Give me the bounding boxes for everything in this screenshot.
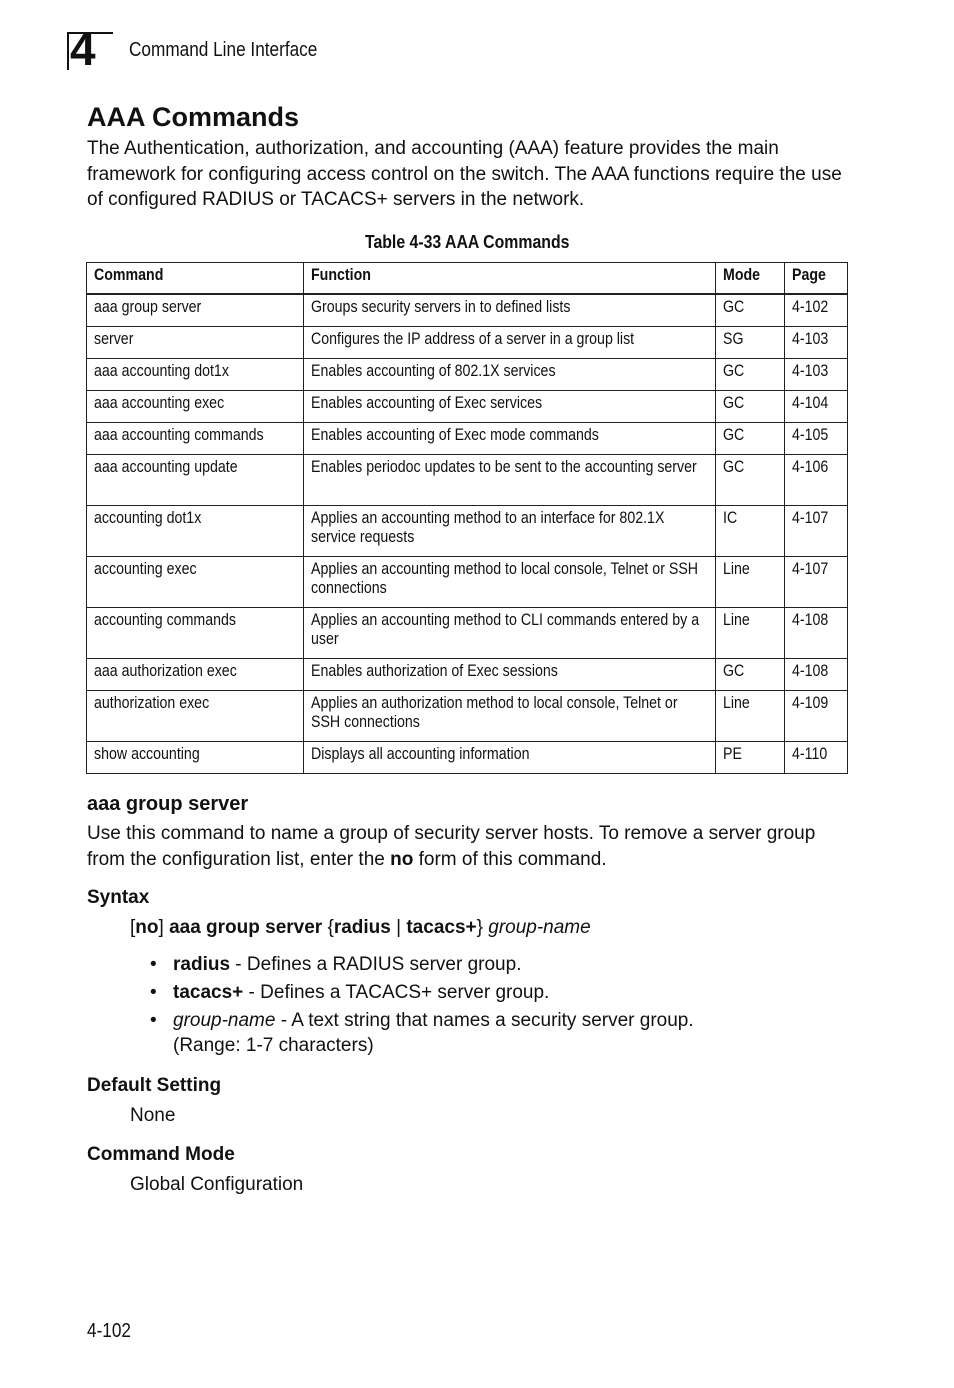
column-header: Function xyxy=(304,263,716,295)
function-cell: Configures the IP address of a server in a group list xyxy=(304,327,716,359)
function-cell: Displays all accounting information xyxy=(304,742,716,774)
command-cell: accounting commands xyxy=(87,608,304,659)
syntax-heading: Syntax xyxy=(87,887,150,908)
mode-cell: GC xyxy=(716,455,785,506)
table-header-row xyxy=(87,263,848,295)
table-row xyxy=(87,506,848,557)
page-cell: 4-109 xyxy=(785,691,848,742)
command-mode-heading: Command Mode xyxy=(87,1144,235,1165)
section-intro: The Authentication, authorization, and accounting (AAA) feature provides the main framework for configuring access control on the switch. The AAA functions require the use of configured RADIUS or TACACS+ servers in the network. xyxy=(87,138,842,210)
command-cell: server xyxy=(87,327,304,359)
page-number: 4-102 xyxy=(87,1320,131,1342)
command-description: Use this command to name a group of security server hosts. To remove a server group from the configuration list, enter the no form of this command. xyxy=(87,823,816,870)
command-cell: show accounting xyxy=(87,742,304,774)
default-setting-heading: Default Setting xyxy=(87,1075,222,1096)
mode-cell: GC xyxy=(716,359,785,391)
command-cell: aaa accounting exec xyxy=(87,391,304,423)
mode-cell: Line xyxy=(716,608,785,659)
chapter-number: 4 xyxy=(70,23,96,75)
function-cell: Applies an authorization method to local console, Telnet or SSH connections xyxy=(304,691,716,742)
table-row xyxy=(87,742,848,774)
page-cell: 4-102 xyxy=(785,294,848,327)
command-cell: aaa authorization exec xyxy=(87,659,304,691)
table-row xyxy=(87,608,848,659)
table-row xyxy=(87,455,848,506)
function-cell: Applies an accounting method to CLI commands entered by a user xyxy=(304,608,716,659)
command-cell: aaa accounting dot1x xyxy=(87,359,304,391)
function-cell: Enables authorization of Exec sessions xyxy=(304,659,716,691)
command-cell: aaa accounting update xyxy=(87,455,304,506)
table-row xyxy=(87,659,848,691)
function-cell: Applies an accounting method to an interface for 802.1X service requests xyxy=(304,506,716,557)
aaa-commands-table xyxy=(86,262,848,774)
mode-cell: GC xyxy=(716,294,785,327)
command-cell: accounting dot1x xyxy=(87,506,304,557)
column-header: Mode xyxy=(716,263,785,295)
command-cell: authorization exec xyxy=(87,691,304,742)
mode-cell: GC xyxy=(716,659,785,691)
mode-cell: Line xyxy=(716,557,785,608)
section-title: AAA Commands xyxy=(87,102,300,132)
mode-cell: SG xyxy=(716,327,785,359)
table-row xyxy=(87,391,848,423)
page-cell: 4-107 xyxy=(785,506,848,557)
mode-cell: GC xyxy=(716,391,785,423)
mode-cell: IC xyxy=(716,506,785,557)
table-row xyxy=(87,327,848,359)
command-cell: accounting exec xyxy=(87,557,304,608)
function-cell: Enables periodoc updates to be sent to the accounting server xyxy=(304,455,716,506)
column-header: Page xyxy=(785,263,848,295)
bullet-icon: • xyxy=(150,954,157,975)
command-cell: aaa accounting commands xyxy=(87,423,304,455)
command-cell: aaa group server xyxy=(87,294,304,327)
list-item: • group-name - A text string that names a security server group. (Range: 1-7 characters) xyxy=(150,1010,694,1056)
page-cell: 4-110 xyxy=(785,742,848,774)
page-cell: 4-103 xyxy=(785,359,848,391)
table-row xyxy=(87,557,848,608)
bullet-icon: • xyxy=(150,982,157,1003)
page-cell: 4-103 xyxy=(785,327,848,359)
running-title: Command Line Interface xyxy=(129,39,318,61)
function-cell: Enables accounting of Exec services xyxy=(304,391,716,423)
list-item: • radius - Defines a RADIUS server group. xyxy=(150,954,522,975)
table-row xyxy=(87,294,848,327)
function-cell: Enables accounting of 802.1X services xyxy=(304,359,716,391)
table-row xyxy=(87,359,848,391)
command-mode-value: Global Configuration xyxy=(130,1174,304,1195)
page-cell: 4-107 xyxy=(785,557,848,608)
mode-cell: GC xyxy=(716,423,785,455)
command-title: aaa group server xyxy=(87,793,249,815)
page-cell: 4-105 xyxy=(785,423,848,455)
column-header: Command xyxy=(87,263,304,295)
page-cell: 4-108 xyxy=(785,659,848,691)
default-setting-value: None xyxy=(130,1105,176,1126)
table-row xyxy=(87,691,848,742)
page-cell: 4-104 xyxy=(785,391,848,423)
syntax-line: [no] aaa group server {radius | tacacs+} group-name xyxy=(130,917,591,938)
mode-cell: PE xyxy=(716,742,785,774)
syntax-options-list xyxy=(150,952,850,1061)
table-row xyxy=(87,423,848,455)
page-cell: 4-108 xyxy=(785,608,848,659)
mode-cell: Line xyxy=(716,691,785,742)
function-cell: Groups security servers in to defined lists xyxy=(304,294,716,327)
list-item: • tacacs+ - Defines a TACACS+ server group. xyxy=(150,982,550,1003)
bullet-icon: • xyxy=(150,1010,157,1031)
function-cell: Enables accounting of Exec mode commands xyxy=(304,423,716,455)
function-cell: Applies an accounting method to local console, Telnet or SSH connections xyxy=(304,557,716,608)
page-cell: 4-106 xyxy=(785,455,848,506)
table-caption: Table 4-33 AAA Commands xyxy=(364,232,570,252)
